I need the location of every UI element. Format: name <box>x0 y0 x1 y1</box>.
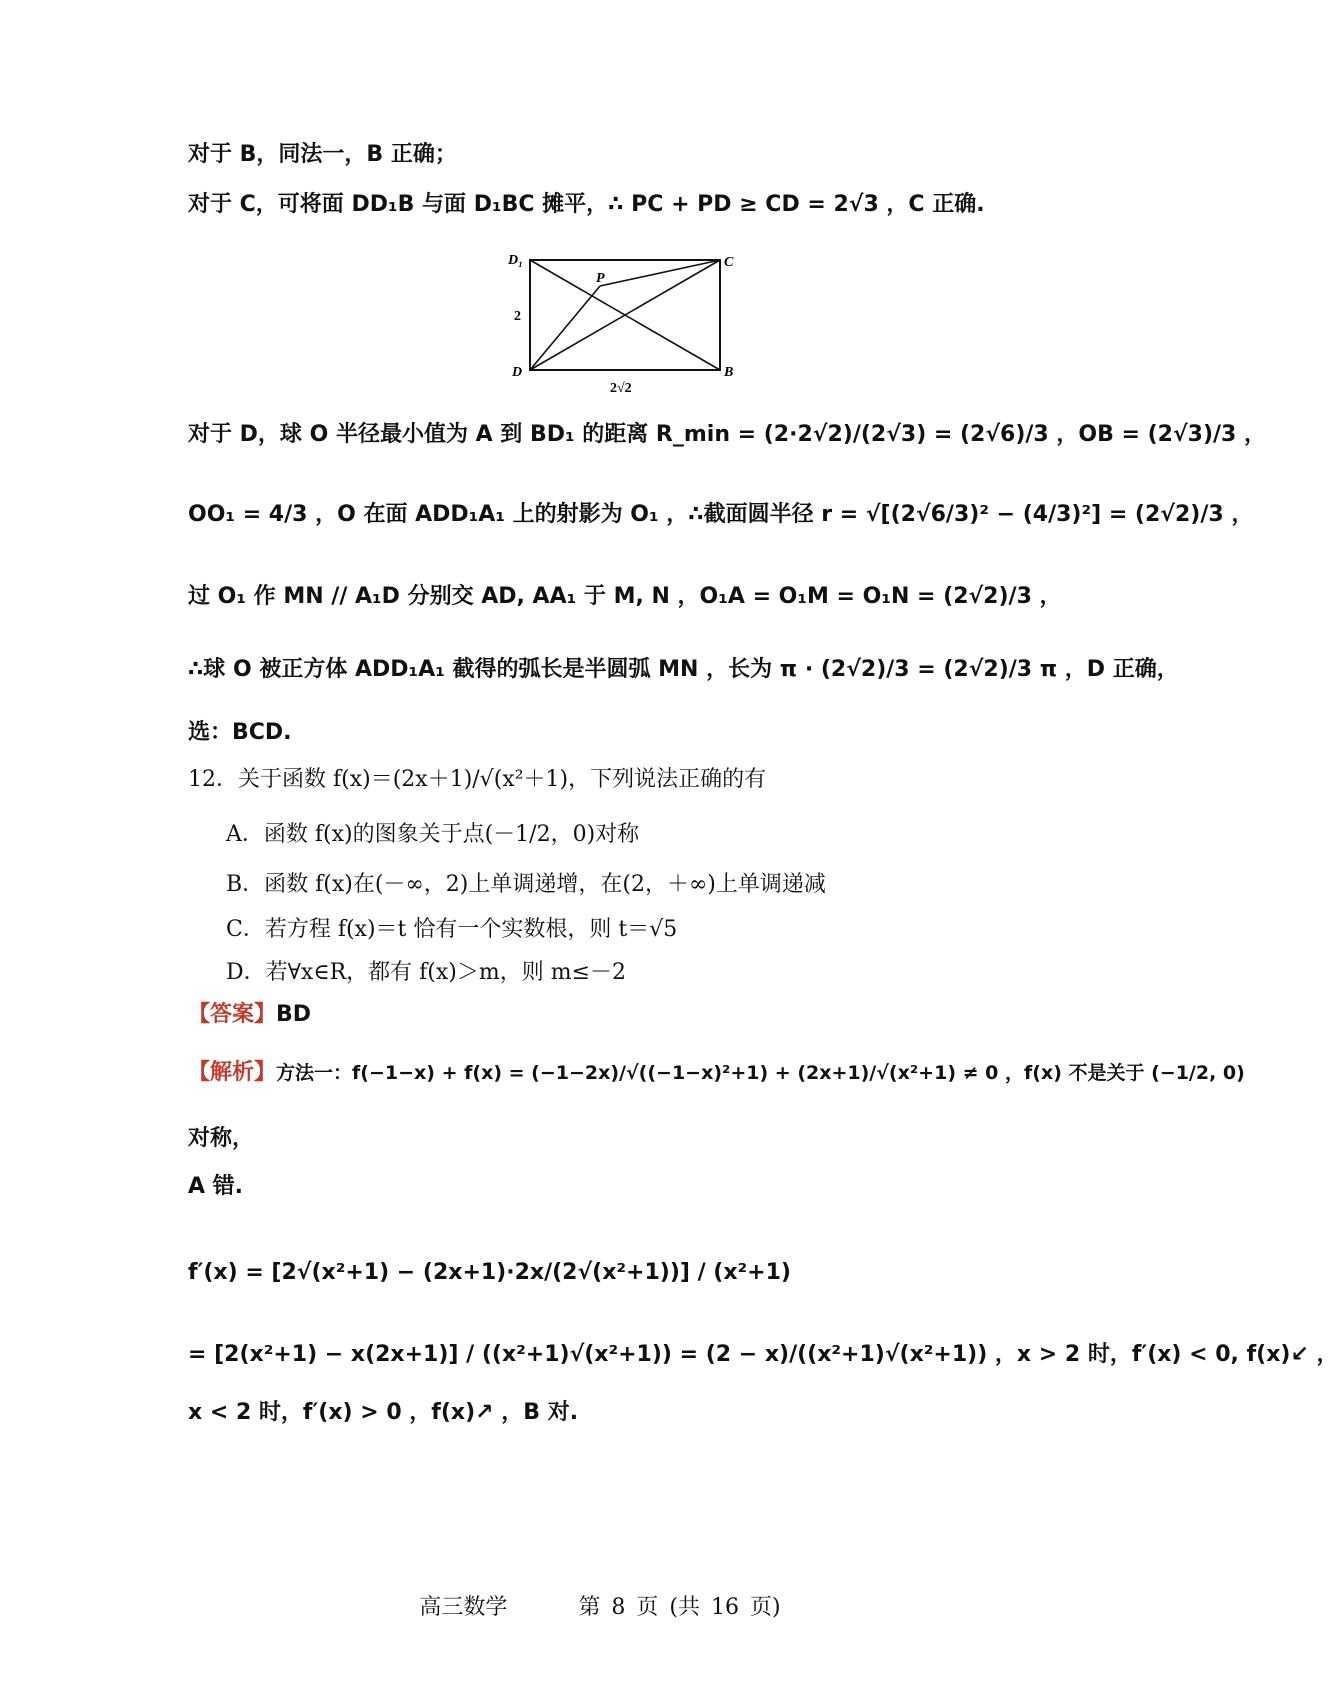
label-c: C <box>724 255 734 270</box>
text-line-mn: 过 O₁ 作 MN // A₁D 分别交 AD, AA₁ 于 M, N ，O₁A = O₁M = O₁N = (2√2)/3 ， <box>188 584 1062 609</box>
text-line-symmetry: 对称， <box>188 1126 255 1151</box>
label-side-bottom: 2√2 <box>610 381 632 396</box>
derivative-line-1: f′(x) = [2√(x²+1) − (2x+1)·2x/(2√(x²+1))] / (x²+1) <box>188 1260 791 1285</box>
text-line-oo1: OO₁ = 4/3 ，O 在面 ADD₁A₁ 上的射影为 O₁ ，∴截面圆半径 r = √[(2√6/3)² − (4/3)²] = (2√2)/3 ， <box>188 502 1254 527</box>
text-line-arc: ∴球 O 被正方体 ADD₁A₁ 截得的弧长是半圆弧 MN ，长为 π · (2√2)/3 = (2√2)/3 π ，D 正确， <box>188 657 1179 682</box>
analysis-line <box>188 1058 1245 1088</box>
diagram-line-pd <box>530 286 600 370</box>
rectangle-diagram <box>500 250 750 400</box>
label-b: B <box>724 365 734 380</box>
text-line-b-correct: 对于 B，同法一，B 正确； <box>188 142 457 167</box>
text-line-choice: 选：BCD. <box>188 720 292 745</box>
analysis-tag: 【解析】 <box>188 1060 277 1085</box>
label-d: D <box>512 365 523 380</box>
text-line-a-wrong: A 错. <box>188 1174 244 1199</box>
option-a: A．函数 f(x)的图象关于点(－1/2，0)对称 <box>226 822 640 847</box>
derivative-line-2: = [2(x²+1) − x(2x+1)] / ((x²+1)√(x²+1)) = (2 − x)/((x²+1)√(x²+1)) ，x > 2 时，f′(x) < 0, f(x)↙ ， <box>188 1342 1339 1367</box>
footer-subject: 高三数学 <box>419 1595 508 1620</box>
text-line-c-correct: 对于 C，可将面 DD₁B 与面 D₁BC 摊平，∴ PC + PD ≥ CD = 2√3 ，C 正确. <box>188 192 985 217</box>
analysis-text: 方法一：f(−1−x) + f(x) = (−1−2x)/√((−1−x)²+1) + (2x+1)/√(x²+1) ≠ 0 ，f(x) 不是关于 (−1/2, 0) <box>276 1062 1245 1084</box>
option-d: D．若∀x∈R，都有 f(x)＞m，则 m≤－2 <box>226 960 627 985</box>
question-12: 12．关于函数 f(x)＝(2x＋1)/√(x²＋1)，下列说法正确的有 <box>188 767 767 792</box>
label-side-left: 2 <box>514 309 521 324</box>
answer-value: BD <box>276 1002 312 1027</box>
label-p: P <box>596 271 605 286</box>
answer-line <box>188 1000 1060 1030</box>
derivative-line-3: x < 2 时，f′(x) > 0 ，f(x)↗ ，B 对. <box>188 1400 579 1425</box>
answer-tag: 【答案】 <box>188 1002 277 1027</box>
label-d1: D₁ <box>508 253 523 268</box>
page-footer <box>0 1590 1200 1621</box>
text-line-d-rmin: 对于 D，球 O 半径最小值为 A 到 BD₁ 的距离 R_min = (2·2√2)/(2√3) = (2√6)/3 ，OB = (2√3)/3 ， <box>188 422 1267 447</box>
diagram-line-pc <box>600 260 720 286</box>
footer-page-number: 第 8 页 (共 16 页) <box>578 1595 781 1620</box>
option-c: C．若方程 f(x)＝t 恰有一个实数根，则 t＝√5 <box>226 917 678 942</box>
option-b: B．函数 f(x)在(－∞，2)上单调递增，在(2，＋∞)上单调递减 <box>226 872 826 897</box>
